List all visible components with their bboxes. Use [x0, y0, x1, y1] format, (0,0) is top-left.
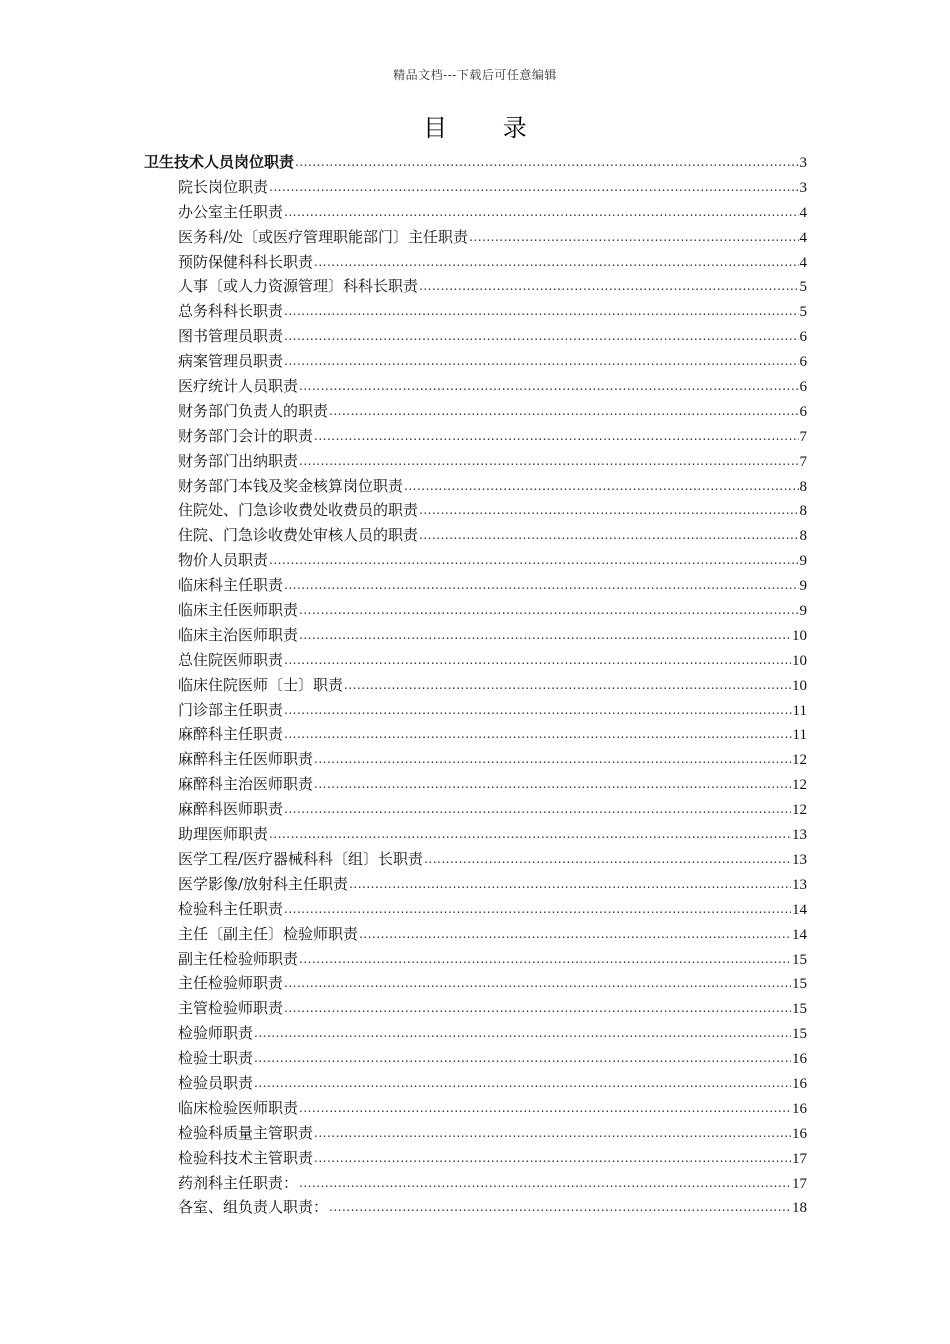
toc-dot-leader [469, 224, 798, 250]
toc-dot-leader [284, 348, 798, 374]
toc-entry[interactable] [144, 722, 807, 747]
toc-entry-page-number: 6 [799, 354, 807, 371]
toc-entry-label: 门诊部主任职责 [178, 700, 284, 719]
toc-dot-leader [404, 473, 798, 499]
toc-entry-label: 麻醉科主治医师职责 [178, 775, 314, 794]
toc-dot-leader [314, 423, 798, 449]
toc-title: 目 录 [423, 114, 551, 142]
toc-dot-leader [419, 522, 798, 548]
toc-dot-leader [284, 647, 791, 673]
toc-dot-leader [284, 796, 791, 822]
toc-entry-page-number: 13 [792, 851, 807, 868]
toc-entry-page-number: 16 [792, 1125, 807, 1142]
toc-entry[interactable] [144, 1195, 807, 1220]
toc-entry-label: 院长岗位职责 [178, 177, 269, 196]
toc-entry-label: 医务科/处〔或医疗管理职能部门〕主任职责 [178, 227, 469, 246]
toc-entry-page-number: 16 [792, 1100, 807, 1117]
toc-entry-label: 药剂科主任职责： [178, 1173, 299, 1192]
toc-entry-page-number: 12 [792, 777, 807, 794]
toc-dot-leader [329, 1194, 791, 1220]
toc-dot-leader [299, 1095, 791, 1121]
toc-entry-page-number: 12 [792, 752, 807, 769]
toc-entry[interactable] [144, 474, 807, 499]
toc-entry[interactable] [144, 598, 807, 623]
toc-entry-label: 医学工程/医疗器械科科〔组〕长职责 [178, 849, 424, 868]
toc-entry[interactable] [144, 1171, 807, 1196]
toc-entry[interactable] [144, 573, 807, 598]
toc-entry-page-number: 8 [799, 528, 807, 545]
toc-entry-label: 副主任检验师职责 [178, 949, 299, 968]
toc-entry-page-number: 10 [792, 627, 807, 644]
toc-entry-page-number: 14 [792, 926, 807, 943]
toc-dot-leader [269, 174, 798, 200]
toc-entry[interactable] [144, 449, 807, 474]
toc-entry-label: 总住院医师职责 [178, 650, 284, 669]
toc-entry-page-number: 8 [799, 478, 807, 495]
toc-entry-page-number: 4 [799, 254, 807, 271]
toc-entry-label: 财务部门会计的职责 [178, 426, 314, 445]
toc-entry[interactable] [144, 698, 807, 723]
toc-dot-leader [329, 398, 798, 424]
toc-entry-label: 财务部门出纳职责 [178, 451, 299, 470]
toc-entry-page-number: 13 [792, 876, 807, 893]
table-of-contents [144, 150, 807, 1220]
toc-entry-label: 图书管理员职责 [178, 327, 284, 346]
toc-entry[interactable] [144, 548, 807, 573]
toc-entry[interactable] [144, 897, 807, 922]
toc-entry[interactable] [144, 996, 807, 1021]
toc-entry[interactable] [144, 623, 807, 648]
toc-dot-leader [359, 921, 791, 947]
toc-entry[interactable] [144, 673, 807, 698]
toc-entry-page-number: 4 [799, 204, 807, 221]
toc-dot-leader [254, 1070, 791, 1096]
toc-dot-leader [299, 622, 791, 648]
toc-entry-label: 住院、门急诊收费处审核人员的职责 [178, 526, 419, 545]
toc-entry-label: 医学影像/放射科主任职责 [178, 874, 349, 893]
toc-entry-page-number: 9 [799, 578, 807, 595]
toc-entry-page-number: 9 [799, 553, 807, 570]
toc-dot-leader [344, 672, 791, 698]
toc-entry-page-number: 10 [792, 652, 807, 669]
toc-dot-leader [284, 199, 798, 225]
toc-entry-page-number: 12 [792, 802, 807, 819]
toc-entry-page-number: 4 [799, 229, 807, 246]
toc-entry[interactable] [144, 498, 807, 523]
toc-entry[interactable] [144, 1121, 807, 1146]
toc-dot-leader [254, 1020, 791, 1046]
toc-entry-page-number: 15 [792, 976, 807, 993]
toc-entry-page-number: 17 [792, 1175, 807, 1192]
toc-dot-leader [299, 946, 791, 972]
toc-entry-label: 检验科质量主管职责 [178, 1123, 314, 1142]
toc-entry-label: 检验员职责 [178, 1073, 254, 1092]
toc-entry-label: 预防保健科科长职责 [178, 252, 314, 271]
toc-entry-label: 医疗统计人员职责 [178, 377, 299, 396]
toc-dot-leader [314, 1145, 791, 1171]
toc-dot-leader [284, 572, 798, 598]
toc-dot-leader [314, 249, 798, 275]
toc-entry[interactable] [144, 1046, 807, 1071]
toc-entry-page-number: 15 [792, 951, 807, 968]
toc-entry-page-number: 6 [799, 329, 807, 346]
toc-entry-page-number: 5 [799, 304, 807, 321]
toc-entry[interactable] [144, 1021, 807, 1046]
toc-entry[interactable] [144, 872, 807, 897]
toc-entry[interactable] [144, 971, 807, 996]
toc-entry-label: 临床主治医师职责 [178, 625, 299, 644]
toc-dot-leader [424, 846, 791, 872]
toc-entry-page-number: 15 [792, 1026, 807, 1043]
toc-entry-page-number: 15 [792, 1001, 807, 1018]
toc-entry[interactable] [144, 747, 807, 772]
toc-entry-label: 病案管理员职责 [178, 352, 284, 371]
toc-entry-label: 财务部门负责人的职责 [178, 401, 329, 420]
toc-entry-label: 主管检验师职责 [178, 999, 284, 1018]
toc-entry[interactable] [144, 822, 807, 847]
toc-entry[interactable] [144, 797, 807, 822]
toc-dot-leader [269, 547, 798, 573]
toc-entry[interactable] [144, 1071, 807, 1096]
toc-dot-leader [299, 373, 798, 399]
toc-entry-label: 麻醉科主任医师职责 [178, 750, 314, 769]
toc-entry-label: 人事〔或人力资源管理〕科科长职责 [178, 277, 419, 296]
toc-entry-label: 临床住院医师〔士〕职责 [178, 675, 344, 694]
toc-entry[interactable] [144, 374, 807, 399]
toc-dot-leader [284, 970, 791, 996]
toc-entry-page-number: 6 [799, 379, 807, 396]
toc-entry-page-number: 13 [792, 827, 807, 844]
toc-dot-leader [284, 721, 792, 747]
header-note: 精品文档---下载后可任意编辑 [393, 68, 557, 82]
toc-entry-label: 主任检验师职责 [178, 974, 284, 993]
toc-entry[interactable] [144, 772, 807, 797]
toc-entry[interactable] [144, 947, 807, 972]
toc-entry[interactable] [144, 847, 807, 872]
toc-entry-label: 物价人员职责 [178, 551, 269, 570]
toc-entry-page-number: 3 [799, 179, 807, 196]
toc-entry-label: 办公室主任职责 [178, 202, 284, 221]
toc-dot-leader [299, 597, 798, 623]
toc-entry[interactable] [144, 648, 807, 673]
toc-entry[interactable] [144, 922, 807, 947]
toc-entry-page-number: 14 [792, 901, 807, 918]
toc-entry[interactable] [144, 150, 807, 175]
toc-entry-label: 卫生技术人员岗位职责 [144, 153, 295, 171]
toc-entry[interactable] [144, 175, 807, 200]
toc-entry-page-number: 5 [799, 279, 807, 296]
toc-entry[interactable] [144, 424, 807, 449]
toc-dot-leader [419, 497, 798, 523]
toc-entry[interactable] [144, 274, 807, 299]
toc-entry[interactable] [144, 523, 807, 548]
toc-dot-leader [299, 448, 798, 474]
toc-entry[interactable] [144, 399, 807, 424]
toc-dot-leader [254, 1045, 791, 1071]
toc-entry-page-number: 16 [792, 1051, 807, 1068]
toc-entry[interactable] [144, 1096, 807, 1121]
toc-entry[interactable] [144, 200, 807, 225]
toc-entry-label: 财务部门本钱及奖金核算岗位职责 [178, 476, 404, 495]
toc-entry[interactable] [144, 250, 807, 275]
toc-entry[interactable] [144, 299, 807, 324]
toc-dot-leader [284, 697, 792, 723]
toc-entry-label: 总务科科长职责 [178, 302, 284, 321]
toc-entry[interactable] [144, 349, 807, 374]
toc-entry-label: 住院处、门急诊收费处收费员的职责 [178, 501, 419, 520]
toc-entry-page-number: 11 [792, 727, 807, 744]
toc-entry-page-number: 16 [792, 1075, 807, 1092]
toc-entry-label: 临床主任医师职责 [178, 601, 299, 620]
toc-dot-leader [314, 746, 791, 772]
toc-entry-page-number: 17 [792, 1150, 807, 1167]
toc-dot-leader [419, 273, 798, 299]
toc-dot-leader [295, 149, 798, 175]
toc-dot-leader [284, 323, 798, 349]
toc-entry-label: 各室、组负责人职责： [178, 1198, 329, 1217]
toc-dot-leader [269, 821, 791, 847]
toc-entry-page-number: 3 [799, 155, 807, 171]
toc-dot-leader [299, 1170, 791, 1196]
toc-entry-page-number: 6 [799, 403, 807, 420]
toc-entry-label: 临床检验医师职责 [178, 1098, 299, 1117]
toc-entry-label: 主任〔副主任〕检验师职责 [178, 924, 359, 943]
toc-entry-page-number: 9 [799, 603, 807, 620]
toc-entry-page-number: 10 [792, 677, 807, 694]
toc-entry-label: 检验师职责 [178, 1024, 254, 1043]
toc-entry-page-number: 7 [799, 453, 807, 470]
toc-dot-leader [284, 298, 798, 324]
toc-entry-label: 检验士职责 [178, 1049, 254, 1068]
toc-entry-page-number: 18 [792, 1200, 807, 1217]
toc-entry-page-number: 11 [792, 702, 807, 719]
toc-entry-page-number: 8 [799, 503, 807, 520]
toc-dot-leader [314, 1120, 791, 1146]
toc-entry-label: 麻醉科主任职责 [178, 725, 284, 744]
toc-entry-label: 临床科主任职责 [178, 576, 284, 595]
toc-dot-leader [284, 995, 791, 1021]
toc-entry[interactable] [144, 225, 807, 250]
toc-entry-label: 检验科技术主管职责 [178, 1148, 314, 1167]
toc-entry[interactable] [144, 324, 807, 349]
toc-entry-label: 检验科主任职责 [178, 899, 284, 918]
toc-entry-label: 麻醉科医师职责 [178, 800, 284, 819]
toc-entry-label: 助理医师职责 [178, 825, 269, 844]
toc-dot-leader [349, 871, 791, 897]
toc-entry[interactable] [144, 1146, 807, 1171]
toc-dot-leader [284, 896, 791, 922]
toc-entry-page-number: 7 [799, 428, 807, 445]
toc-dot-leader [314, 771, 791, 797]
